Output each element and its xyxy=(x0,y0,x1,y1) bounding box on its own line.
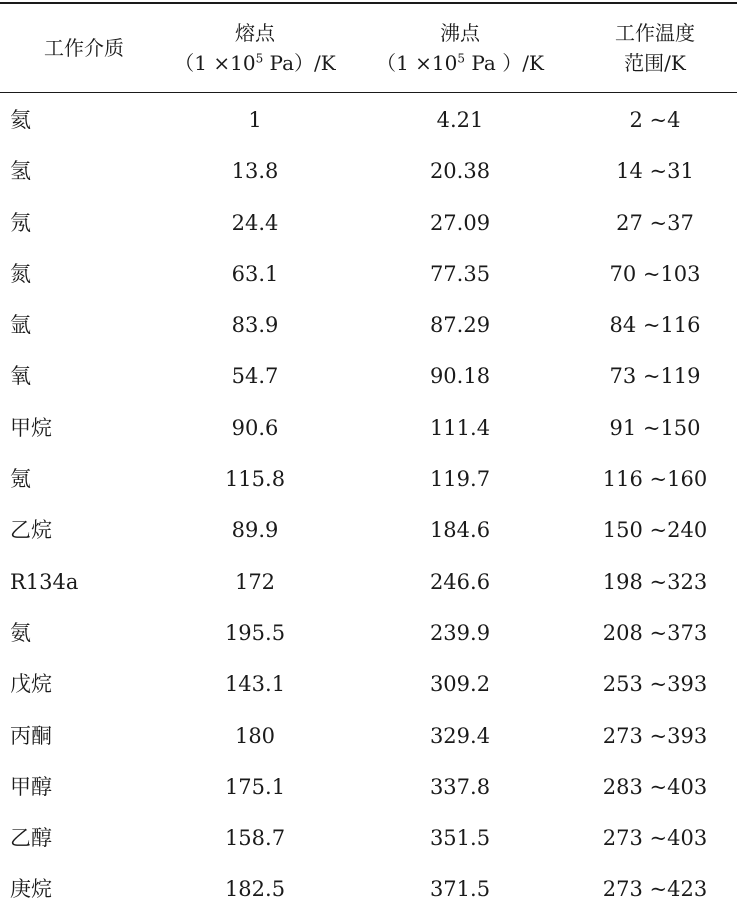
cell-melting: 1 xyxy=(248,108,262,132)
cell-medium: 乙烷 xyxy=(10,518,52,543)
table-row xyxy=(0,865,737,916)
cell-boiling: 329.4 xyxy=(429,723,491,748)
melting-unit-pre: （1 ×10 xyxy=(174,51,256,75)
table-row xyxy=(0,250,737,301)
cell-range: 208 ~373 xyxy=(602,620,708,645)
header-range-line1: 工作温度 xyxy=(615,21,695,45)
table-row xyxy=(0,96,737,147)
cell-boiling: 309.2 xyxy=(429,672,491,697)
table-row xyxy=(0,301,737,352)
header-working-range xyxy=(580,4,730,92)
cell-range: 14 ~31 xyxy=(616,159,694,184)
cell-melting: 182.5 xyxy=(224,877,286,902)
header-melting-title: 熔点 xyxy=(235,21,275,45)
cell-boiling: 184.6 xyxy=(429,518,491,543)
cell-melting: 83.9 xyxy=(231,313,279,338)
table-row xyxy=(0,506,737,557)
cell-range: 84 ~116 xyxy=(609,313,701,338)
cell-range: 116 ~160 xyxy=(602,467,708,492)
table-header-rule xyxy=(0,92,737,93)
cell-melting: 175.1 xyxy=(224,774,286,799)
cell-boiling: 27.09 xyxy=(429,210,491,235)
cell-melting: 63.1 xyxy=(231,261,279,286)
table-row xyxy=(0,352,737,403)
cell-melting: 158.7 xyxy=(224,826,286,851)
cell-melting: 143.1 xyxy=(224,672,286,697)
cell-boiling: 111.4 xyxy=(429,415,491,440)
cell-melting: 24.4 xyxy=(231,210,279,235)
cell-range: 283 ~403 xyxy=(602,774,708,799)
cell-medium: 戊烷 xyxy=(10,672,52,697)
cell-boiling: 351.5 xyxy=(429,826,491,851)
cell-medium: 甲醇 xyxy=(10,774,52,799)
header-boiling-unit xyxy=(376,48,544,78)
header-melting-unit xyxy=(174,48,335,78)
cell-boiling: 87.29 xyxy=(429,313,491,338)
header-medium xyxy=(14,4,154,92)
melting-unit-exp: 5 xyxy=(255,51,264,66)
cell-boiling: 119.7 xyxy=(429,467,491,492)
header-melting-point xyxy=(160,4,350,92)
table-row xyxy=(0,660,737,711)
cell-range: 253 ~393 xyxy=(602,672,708,697)
cell-medium: 甲烷 xyxy=(10,415,52,440)
cell-boiling: 371.5 xyxy=(429,877,491,902)
cell-melting: 13.8 xyxy=(231,159,279,184)
cell-boiling: 77.35 xyxy=(429,261,491,286)
cell-melting: 89.9 xyxy=(231,518,279,543)
cell-boiling: 20.38 xyxy=(429,159,491,184)
table-row xyxy=(0,404,737,455)
cell-boiling: 90.18 xyxy=(429,364,491,389)
cell-medium: 氢 xyxy=(10,159,31,184)
cell-medium: 氩 xyxy=(10,313,31,338)
boiling-unit-pre: （1 ×10 xyxy=(376,51,458,75)
header-boiling-point xyxy=(360,4,560,92)
table-row xyxy=(0,558,737,609)
cell-boiling: 239.9 xyxy=(429,620,491,645)
cell-medium: 氖 xyxy=(10,210,31,235)
cell-medium: R134a xyxy=(10,569,79,594)
table-row xyxy=(0,814,737,865)
melting-unit-post: Pa）/K xyxy=(263,51,336,75)
table-body xyxy=(0,96,737,917)
cell-range: 150 ~240 xyxy=(602,518,708,543)
cell-medium: 丙酮 xyxy=(10,723,52,748)
cell-range: 273 ~423 xyxy=(602,877,708,902)
cell-medium: 氧 xyxy=(10,364,31,389)
cell-medium: 氦 xyxy=(10,108,31,132)
cell-range: 2 ~4 xyxy=(629,108,681,132)
header-range-line2: 范围/K xyxy=(624,51,686,75)
table-row xyxy=(0,763,737,814)
cell-range: 70 ~103 xyxy=(609,261,701,286)
cell-melting: 172 xyxy=(234,569,276,594)
boiling-unit-exp: 5 xyxy=(457,51,466,66)
cell-range: 273 ~393 xyxy=(602,723,708,748)
cell-melting: 195.5 xyxy=(224,620,286,645)
table-row xyxy=(0,147,737,198)
boiling-unit-post: Pa ）/K xyxy=(465,51,544,75)
cell-range: 73 ~119 xyxy=(609,364,701,389)
table-row xyxy=(0,199,737,250)
cell-melting: 90.6 xyxy=(231,415,279,440)
cell-medium: 氪 xyxy=(10,467,31,492)
cell-boiling: 246.6 xyxy=(429,569,491,594)
cell-melting: 180 xyxy=(234,723,276,748)
header-medium-label: 工作介质 xyxy=(44,36,124,60)
cell-medium: 氨 xyxy=(10,620,31,645)
cell-boiling: 4.21 xyxy=(436,108,484,132)
cell-melting: 54.7 xyxy=(231,364,279,389)
cell-medium: 氮 xyxy=(10,261,31,286)
cell-medium: 乙醇 xyxy=(10,826,52,851)
cell-medium: 庚烷 xyxy=(10,877,52,902)
table-row xyxy=(0,712,737,763)
cell-melting: 115.8 xyxy=(224,467,286,492)
header-boiling-title: 沸点 xyxy=(440,21,480,45)
cell-range: 198 ~323 xyxy=(602,569,708,594)
table-row xyxy=(0,455,737,506)
cell-range: 273 ~403 xyxy=(602,826,708,851)
table-header xyxy=(0,4,737,92)
cell-range: 91 ~150 xyxy=(609,415,701,440)
table-row xyxy=(0,609,737,660)
cell-boiling: 337.8 xyxy=(429,774,491,799)
cell-range: 27 ~37 xyxy=(616,210,694,235)
